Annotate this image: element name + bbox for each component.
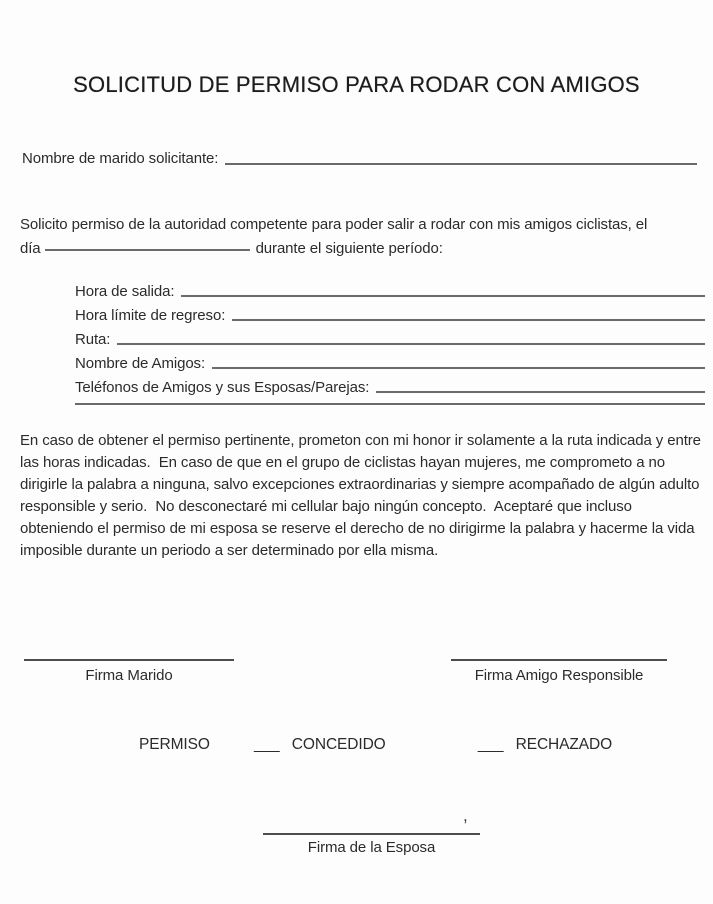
- applicant-name-label: Nombre de marido solicitante:: [22, 150, 219, 167]
- field-label: Hora de salida:: [75, 283, 175, 300]
- friend-signature-label: Firma Amigo Responsible: [474, 667, 644, 684]
- field-blank: [376, 391, 705, 393]
- applicant-name-row: [22, 149, 697, 167]
- pledge-paragraph: En caso de obtener el permiso pertinente, prometon con mi honor ir solamente a la ruta indicada y entre las horas indicadas. En caso de que en el grupo de ciclistas hayan mujeres, me comprometo a no dirigirle la palabra a ninguna, salvo excepciones extraordinarias y siempre acompañado de algún adulto responsible y serio. No desconectaré mi cellular bajo ningún concepto. Aceptaré que incluso obteniendo el permiso de mi esposa se reserve el derecho de no dirigirme la palabra y hacerme la vida imposible durante un periodo a ser determinado por ella misma.: [20, 432, 706, 559]
- field-blank: [117, 343, 705, 345]
- request-line2-rest: durante el siguiente período:: [255, 240, 443, 257]
- rejected-blank: ___: [477, 736, 504, 753]
- field-row-return-deadline: [75, 300, 705, 324]
- field-blank: [181, 295, 705, 297]
- field-label: Teléfonos de Amigos y sus Esposas/Parejas:: [75, 379, 370, 396]
- date-blank: [45, 249, 250, 251]
- husband-signature-label: Firma Marido: [85, 667, 173, 684]
- request-line2: [20, 237, 702, 261]
- wife-signature-line: [263, 822, 480, 835]
- decision-row: [139, 736, 612, 754]
- field-row-friend-names: [75, 348, 705, 372]
- wife-signature-label: Firma de la Esposa: [307, 839, 436, 856]
- wife-signature-mark: ,: [463, 806, 468, 825]
- husband-signature-line: [24, 648, 234, 661]
- granted-blank: ___: [254, 736, 280, 753]
- field-continuation-blank: [75, 395, 705, 405]
- field-blank: [232, 319, 705, 321]
- field-label: Nombre de Amigos:: [75, 355, 206, 372]
- friend-signature-line: [451, 648, 667, 661]
- permit-label: PERMISO: [139, 736, 210, 753]
- granted-label: CONCEDIDO: [291, 736, 386, 753]
- period-fields: [75, 276, 705, 396]
- field-row-departure-time: [75, 276, 705, 300]
- field-label: Hora límite de regreso:: [75, 307, 226, 324]
- field-row-friend-phones: [75, 372, 705, 396]
- document-title: SOLICITUD DE PERMISO PARA RODAR CON AMIGOS: [73, 72, 640, 97]
- request-line1: Solicito permiso de la autoridad competente para poder salir a rodar con mis amigos ciclistas, el: [20, 216, 648, 233]
- day-label: día: [20, 240, 41, 257]
- request-paragraph: [20, 213, 702, 261]
- field-row-route: [75, 324, 705, 348]
- field-blank: [212, 367, 705, 369]
- field-label: Ruta:: [75, 331, 111, 348]
- rejected-label: RECHAZADO: [515, 736, 613, 753]
- applicant-name-blank: [225, 163, 697, 165]
